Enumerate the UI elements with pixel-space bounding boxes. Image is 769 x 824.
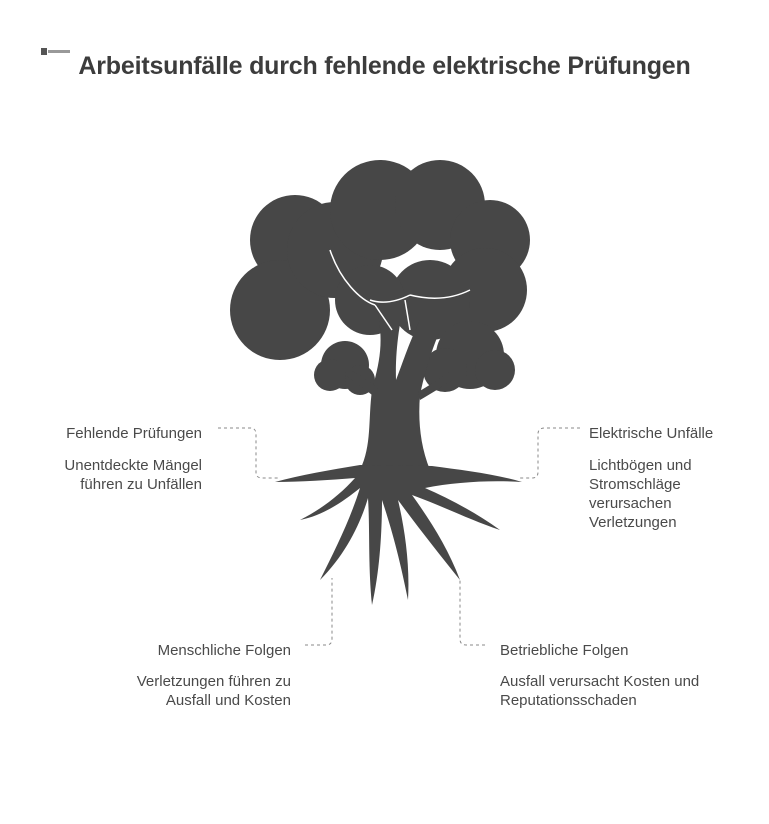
- item-heading: Menschliche Folgen: [157, 642, 291, 659]
- item-menschliche-folgen-description: Verletzungen führen zu Ausfall und Kosten: [136, 673, 291, 709]
- item-betriebliche-folgen: [500, 641, 720, 660]
- item-fehlende-pruefungen-description: Unentdeckte Mängel führen zu Unfällen: [64, 457, 202, 493]
- item-heading: Elektrische Unfälle: [589, 425, 714, 442]
- tree-roots: [275, 465, 522, 605]
- item-heading: Fehlende Prüfungen: [66, 425, 202, 442]
- connector-betriebliche-folgen: [460, 578, 485, 645]
- item-betriebliche-folgen-description: Ausfall verursacht Kosten und Reputationsschaden: [500, 673, 700, 709]
- page-title: Arbeitsunfälle durch fehlende elektrische Prüfungen: [78, 52, 691, 80]
- connector-menschliche-folgen: [305, 578, 332, 645]
- connector-fehlende-pruefungen: [218, 428, 278, 478]
- canopy-cluster-small: [314, 359, 346, 391]
- item-elektrische-unfaelle: [589, 424, 759, 443]
- item-menschliche-folgen: [91, 641, 291, 660]
- canopy-cluster-small: [475, 350, 515, 390]
- item-fehlende-pruefungen: [2, 424, 202, 443]
- item-heading: Betriebliche Folgen: [500, 642, 629, 659]
- item-elektrische-unfaelle-description: Lichtbögen und Stromschläge verursachen Verletzungen: [589, 457, 692, 531]
- connector-elektrische-unfaelle: [518, 428, 580, 478]
